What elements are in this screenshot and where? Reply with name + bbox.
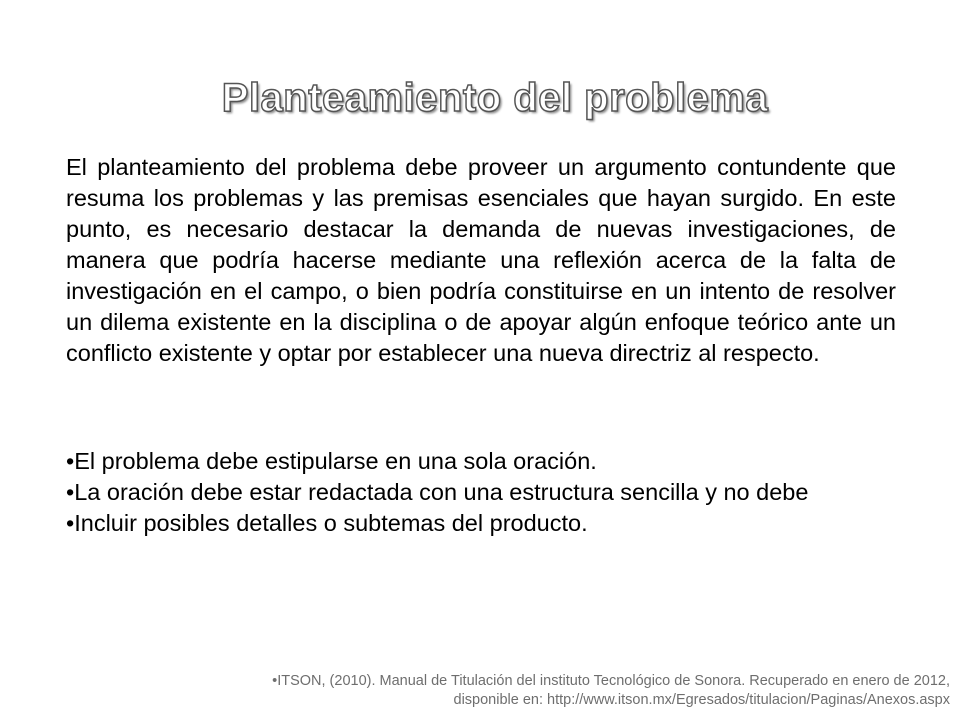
reference-text-1: ITSON, (2010). Manual de Titulación del instituto Tecnológico de Sonora. Recuperado en enero de 2012, bbox=[277, 673, 950, 689]
bullet-item bbox=[66, 477, 896, 508]
bullet-item bbox=[66, 446, 896, 477]
main-paragraph: El planteamiento del problema debe proveer un argumento contundente que resuma los problemas y las premisas esenciales que hayan surgido. En este punto, es necesario destacar la demanda de nuevas investigaciones, de manera que podría hacerse mediante una reflexión acerca de la falta de investigación en el campo, o bien podría constituirse en un intento de resolver un dilema existente en la disciplina o de apoyar algún enfoque teórico ante un conflicto existente y optar por establecer una nueva directriz al respecto. bbox=[66, 154, 896, 366]
bullet-mark: • bbox=[66, 479, 75, 505]
bullet-text: Incluir posibles detalles o subtemas del producto. bbox=[74, 510, 588, 536]
bullet-text: El problema debe estipularse en una sola oración. bbox=[74, 448, 597, 474]
reference-line-2: disponible en: http://www.itson.mx/Egresados/titulacion/Paginas/Anexos.aspx bbox=[453, 692, 950, 708]
bullet-mark: • bbox=[66, 448, 75, 474]
bullet-text: La oración debe estar redactada con una estructura sencilla y no debe bbox=[74, 479, 809, 505]
reference-line-1 bbox=[200, 672, 950, 691]
reference-citation bbox=[200, 672, 950, 710]
slide-title: Planteamiento del problema bbox=[221, 76, 769, 120]
bullet-list bbox=[66, 446, 896, 539]
bullet-item bbox=[66, 508, 896, 539]
bullet-mark: • bbox=[66, 510, 75, 536]
reference-bullet: • bbox=[272, 673, 278, 689]
